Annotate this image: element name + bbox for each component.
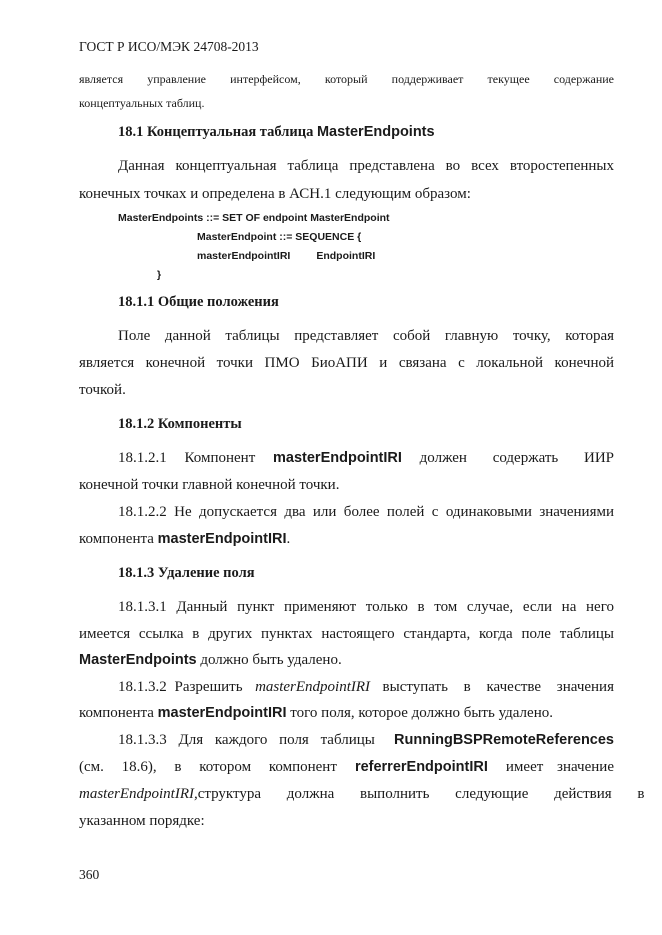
text: . xyxy=(286,531,291,547)
section-heading-18-1 xyxy=(118,123,435,141)
asn-code-line xyxy=(197,247,375,265)
heading-term: MasterEndpoints xyxy=(316,124,435,140)
asn-code-line: MasterEndpoint ::= SEQUENCE { xyxy=(197,231,362,243)
clause-18-1-3-2 xyxy=(118,678,614,696)
text: структура должна выполнить следующие действия в xyxy=(197,786,645,802)
text: 18.1.3.3 Для каждого поля таблицы xyxy=(118,732,375,748)
clause-18-1-2-1 xyxy=(118,449,614,467)
heading-text: 18.1 Концептуальная таблица xyxy=(118,124,314,140)
paragraph-line xyxy=(79,785,645,803)
clause-number: 18.1.2.1 xyxy=(118,450,167,466)
paragraph-line xyxy=(79,704,553,722)
term-masterEndpointIRI: masterEndpointIRI xyxy=(157,705,287,721)
page-number: 360 xyxy=(79,867,100,882)
paragraph-line: имеется ссылка в других пунктах настоящего стандарта, когда поле таблицы xyxy=(79,626,614,642)
paragraph-line xyxy=(79,530,290,548)
asn-code-line: } xyxy=(157,269,162,281)
text: (см. 18.6), в котором компонент xyxy=(79,759,337,775)
italic-term: masterEndpointIRI xyxy=(255,679,371,695)
clause-word: должен содержать ИИР xyxy=(419,450,614,466)
paragraph-line: является конечной точки ПМО БиоАПИ и связана с локальной конечной xyxy=(79,355,614,371)
asn-field-type: EndpointIRI xyxy=(316,250,376,262)
paragraph-line xyxy=(79,758,614,776)
paragraph-line xyxy=(79,651,342,669)
paragraph-line: конечной точки главной конечной точки. xyxy=(79,477,340,493)
term-masterEndpointIRI: masterEndpointIRI xyxy=(273,450,402,466)
text: имеет значение xyxy=(505,759,614,775)
paragraph-line: указанном порядке: xyxy=(79,813,205,829)
asn-field-name: masterEndpointIRI xyxy=(197,250,291,262)
text: 18.1.3.2 Разрешить xyxy=(118,679,243,695)
text: компонента xyxy=(79,705,154,721)
paragraph-line: точкой. xyxy=(79,382,126,398)
term-referrerEndpointIRI: referrerEndpointIRI xyxy=(354,759,488,775)
paragraph-line: 18.1.3.1 Данный пункт применяют только в том случае, если на него xyxy=(118,599,614,615)
section-heading-18-1-3: 18.1.3 Удаление поля xyxy=(118,565,255,581)
term-RunningBSPRemoteReferences: RunningBSPRemoteReferences xyxy=(394,732,614,748)
asn-code-line: MasterEndpoints ::= SET OF endpoint MasterEndpoint xyxy=(118,212,390,224)
text: должно быть удалено. xyxy=(200,652,342,668)
italic-term: masterEndpointIRI, xyxy=(79,786,198,802)
section-heading-18-1-2: 18.1.2 Компоненты xyxy=(118,416,242,432)
clause-18-1-3-3 xyxy=(118,731,614,749)
paragraph-line: Поле данной таблицы представляет собой главную точку, которая xyxy=(118,328,614,344)
clause-word: Компонент xyxy=(184,450,256,466)
intro-line-1: является управление интерфейсом, который поддерживает текущее содержание xyxy=(79,72,614,86)
intro-line-2: концептуальных таблиц. xyxy=(79,96,205,110)
paragraph-line: Данная концептуальная таблица представлена во всех второстепенных xyxy=(118,158,614,174)
document-header: ГОСТ Р ИСО/МЭК 24708-2013 xyxy=(79,39,259,54)
text: выступать в качестве значения xyxy=(382,679,614,695)
paragraph-line: 18.1.2.2 Не допускается два или более полей с одинаковыми значениями xyxy=(118,504,614,520)
term-masterEndpointIRI: masterEndpointIRI xyxy=(157,531,287,547)
text: компонента xyxy=(79,531,154,547)
section-heading-18-1-1: 18.1.1 Общие положения xyxy=(118,294,279,310)
text: того поля, которое должно быть удалено. xyxy=(290,705,553,721)
term-MasterEndpoints: MasterEndpoints xyxy=(79,652,197,668)
paragraph-line: конечных точках и определена в АСН.1 следующим образом: xyxy=(79,186,471,202)
